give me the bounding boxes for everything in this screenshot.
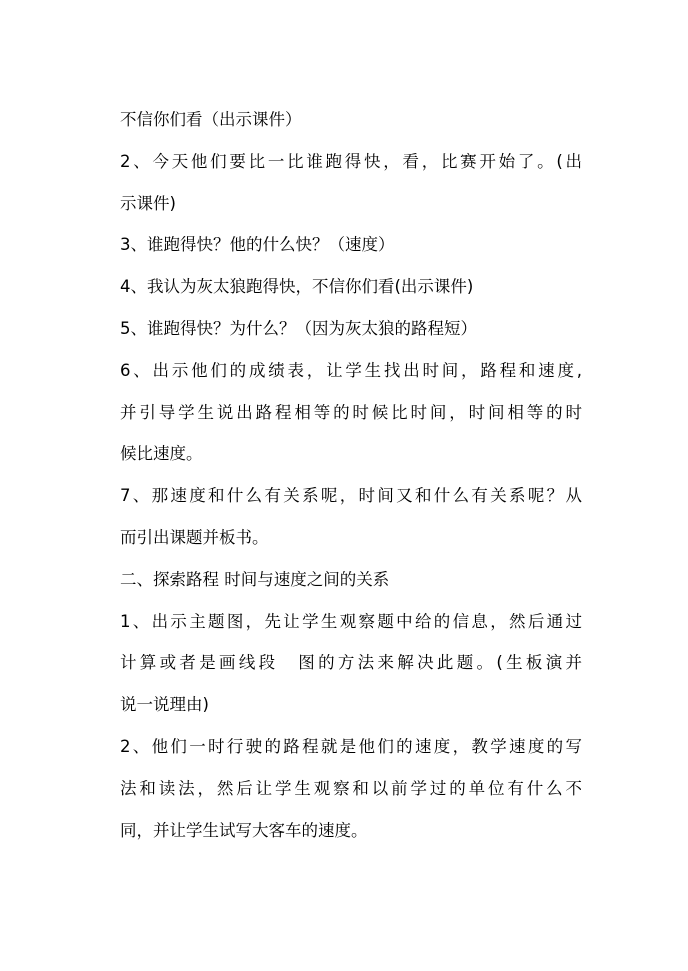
text-line: 5、谁跑得快？为什么？（因为灰太狼的路程短） bbox=[120, 318, 477, 338]
text-line: 同，并让学生试写大客车的速度。 bbox=[120, 820, 368, 840]
text-line: 4、我认为灰太狼跑得快，不信你们看(出示课件) bbox=[120, 277, 474, 297]
text-line: 3、谁跑得快？他的什么快？（速度） bbox=[120, 235, 395, 255]
section-heading: 二、探索路程 时间与速度之间的关系 bbox=[120, 569, 390, 589]
text-line: 示课件) bbox=[120, 193, 176, 213]
text-line: 说一说理由) bbox=[120, 695, 209, 715]
text-line: 计算或者是画线段 图的方法来解决此题。(生板演并 bbox=[120, 653, 582, 673]
text-line: 并引导学生说出路程相等的时候比时间，时间相等的时 bbox=[120, 402, 582, 422]
text-line: 2、他们一时行驶的路程就是他们的速度，教学速度的写 bbox=[120, 736, 582, 756]
document-body bbox=[120, 99, 582, 851]
text-line: 法和读法，然后让学生观察和以前学过的单位有什么不 bbox=[120, 778, 582, 798]
text-line: 2、今天他们要比一比谁跑得快，看，比赛开始了。(出 bbox=[120, 151, 582, 171]
text-line: 候比速度。 bbox=[120, 444, 203, 464]
text-line: 1、出示主题图，先让学生观察题中给的信息，然后通过 bbox=[120, 611, 582, 631]
text-line: 而引出课题并板书。 bbox=[120, 527, 269, 547]
text-line: 7、那速度和什么有关系呢，时间又和什么有关系呢？从 bbox=[120, 486, 582, 506]
text-line: 6、出示他们的成绩表，让学生找出时间，路程和速度, bbox=[120, 360, 582, 380]
text-line: 不信你们看（出示课件） bbox=[120, 110, 302, 129]
